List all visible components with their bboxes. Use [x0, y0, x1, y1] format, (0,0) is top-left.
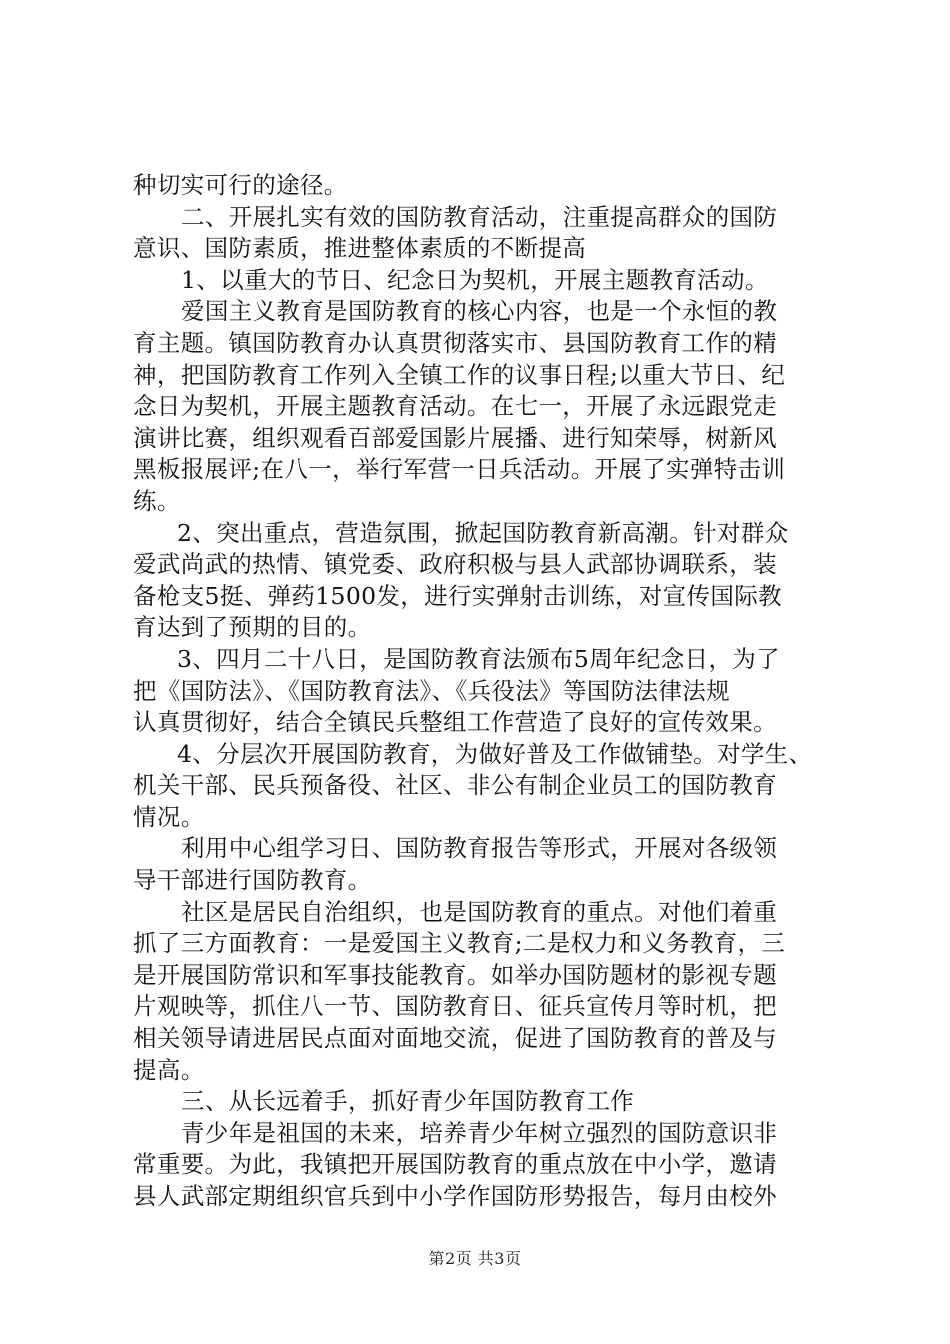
- text-line: 爱国主义教育是国防教育的核心内容，也是一个永恒的教: [181, 297, 778, 326]
- text-line: 练。: [133, 486, 181, 515]
- text-line: 片观映等，抓住八一节、国防教育日、征兵宣传月等时机，把: [133, 992, 777, 1021]
- text-line: 情况。: [133, 802, 205, 831]
- text-line: 演讲比赛，组织观看百部爱国影片展播、进行知荣辱，树新风: [133, 423, 777, 452]
- text-line: 认真贯彻好，结合全镇民兵整组工作营造了良好的宣传效果。: [133, 708, 777, 737]
- text-line: 二、开展扎实有效的国防教育活动，注重提高群众的国防: [181, 202, 778, 231]
- text-line: 3、四月二十八日，是国防教育法颁布5周年纪念日，为了: [177, 644, 781, 673]
- text-line: 导干部进行国防教育。: [133, 866, 372, 895]
- text-line: 常重要。为此，我镇把开展国防教育的重点放在中小学，邀请: [133, 1150, 777, 1179]
- text-line: 备枪支5挺、弹药1500发，进行实弹射击训练，对宣传国际教: [133, 581, 782, 610]
- text-line: 念日为契机，开展主题教育活动。在七一，开展了永远跟党走: [133, 392, 777, 421]
- text-line: 机关干部、民兵预备役、社区、非公有制企业员工的国防教育: [133, 771, 777, 800]
- text-line: 育主题。镇国防教育办认真贯彻落实市、县国防教育工作的精: [133, 328, 777, 357]
- text-line: 1、以重大的节日、纪念日为契机，开展主题教育活动。: [181, 265, 769, 294]
- text-line: 县人武部定期组织官兵到中小学作国防形势报告，每月由校外: [133, 1182, 777, 1210]
- page-footer: 第2页 共3页: [428, 1249, 522, 1268]
- text-line: 2、突出重点，营造氛围，掀起国防教育新高潮。针对群众: [177, 518, 789, 547]
- text-line: 种切实可行的途径。: [133, 171, 348, 199]
- text-line: 把《国防法》、《国防教育法》、《兵役法》等国防法律法规: [133, 676, 730, 705]
- text-line: 爱武尚武的热情、镇党委、政府积极与县人武部协调联系，装: [133, 550, 777, 579]
- text-line: 抓了三方面教育：一是爱国主义教育;二是权力和义务教育，三: [133, 929, 786, 958]
- text-line: 黑板报展评;在八一，举行军营一日兵活动。开展了实弹特击训: [133, 455, 786, 484]
- text-line: 利用中心组学习日、国防教育报告等形式，开展对各级领: [181, 834, 778, 863]
- text-line: 意识、国防素质，推进整体素质的不断提高: [133, 234, 587, 263]
- text-line: 提高。: [133, 1055, 205, 1084]
- text-line: 相关领导请进居民点面对面地交流，促进了国防教育的普及与: [133, 1024, 777, 1053]
- text-line: 社区是居民自治组织，也是国防教育的重点。对他们着重: [181, 897, 778, 926]
- text-line: 神，把国防教育工作列入全镇工作的议事日程;以重大节日、纪: [133, 360, 786, 389]
- text-line: 青少年是祖国的未来，培养青少年树立强烈的国防意识非: [181, 1118, 778, 1147]
- text-line: 育达到了预期的目的。: [133, 613, 372, 642]
- text-line: 4、分层次开展国防教育，为做好普及工作做铺垫。对学生、: [177, 739, 813, 768]
- text-line: 三、从长远着手，抓好青少年国防教育工作: [181, 1087, 635, 1116]
- text-line: 是开展国防常识和军事技能教育。如举办国防题材的影视专题: [133, 960, 777, 989]
- document-body: [133, 170, 833, 1213]
